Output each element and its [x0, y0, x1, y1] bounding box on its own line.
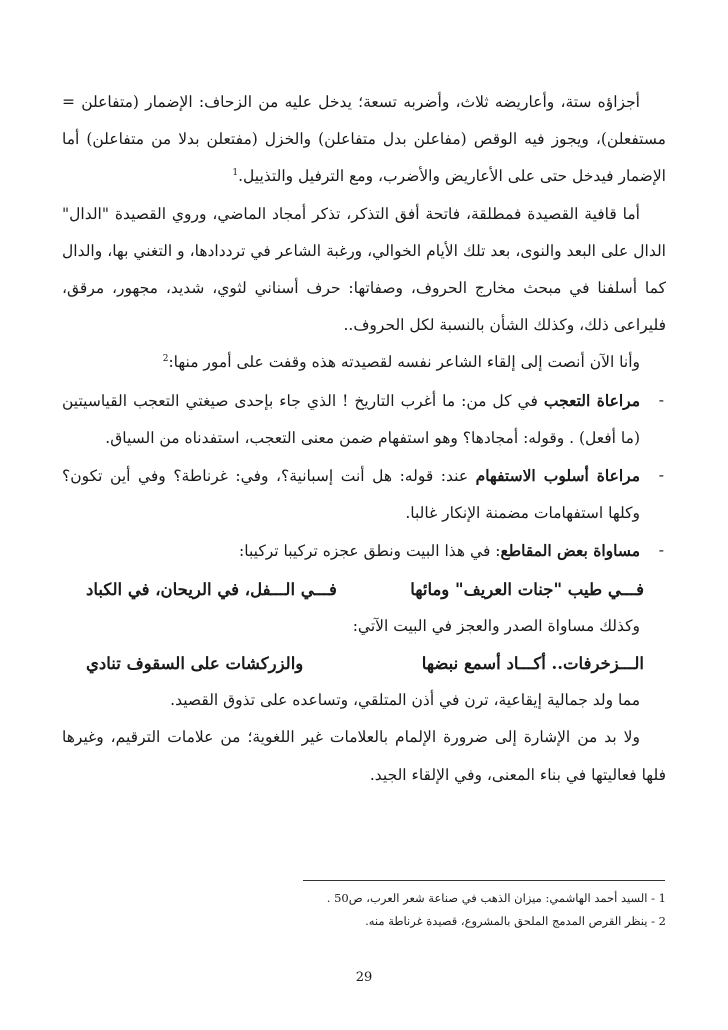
paragraph-meter	[62, 84, 666, 196]
footnote-ref-1[interactable]: 1	[232, 168, 239, 179]
bullet-text: في كل من: ما أغرب التاريخ ! الذي جاء بإحدى صيغتي التعجب القياسيتين (ما أفعل) . وقوله: أمجادها؟ وهو استفهام ضمن معنى التعجب، استفدناه من السياق.	[62, 391, 640, 447]
verse-line-1	[62, 571, 666, 608]
verse-hemistich-right: فـــي طيب "جنات العريف" ومائها	[410, 579, 644, 599]
closing-paragraph: ولا بد من الإشارة إلى ضرورة الإلمام بالعلامات غير اللغوية؛ من علامات الترقيم، وغيرها فلها فعاليتها في بناء المعنى، وفي الإلقاء الجيد.	[62, 728, 666, 784]
verse-hemistich-right: الـــزخرفات.. أكـــاد أسمع نبضها	[421, 654, 644, 674]
bullet-term: مراعاة التعجب	[543, 390, 640, 410]
line-after-verse-2: مما ولد جمالية إيقاعية، ترن في أذن المتلقي، وتساعده على تذوق القصيد.	[170, 691, 640, 710]
line-after-verse-1: وكذلك مساواة الصدر والعجز في البيت الآتي:	[352, 616, 640, 635]
bullet-text: عند: قوله: هل أنت إسبانية؟، وفي: غرناطة؟ وفي أين تكون؟ وكلها استفهامات مضمنة الإنكار غالبا.	[62, 467, 640, 523]
bullet-exclamation	[62, 382, 666, 457]
bullet-syllable-equality	[62, 532, 666, 570]
bullet-dash: -	[658, 541, 664, 560]
footnote-ref-2[interactable]: 2	[162, 354, 169, 365]
verse-hemistich-left: والزركشات على السقوف تنادي	[86, 654, 304, 674]
paragraph-recital	[62, 344, 666, 381]
body-text	[62, 84, 666, 794]
bullet-dash: -	[658, 466, 664, 485]
bullet-term: مراعاة أسلوب الاستفهام	[475, 466, 641, 486]
bullet-term: مساواة بعض المقاطع	[500, 541, 640, 561]
footnote-2: 2 - ينظر القرص المدمج الملحق بالمشروع، قصيدة غرناطة منه.	[365, 914, 666, 928]
paragraph-meter-text: أجزاؤه ستة، وأعاريضه ثلاث، وأضربه تسعة؛ يدخل عليه من الزحاف: الإضمار (متفاعلن = مستفعلن)، ويجوز فيه الوقص (مفاعلن بدل متفاعلن) والخزل (مفتعلن بدلا من متفاعلن) أما الإضمار فيدخل حتى على الأعاريض والأضرب، ومع الترفيل والتذييل.	[62, 93, 666, 186]
bullet-dash: -	[658, 390, 664, 409]
footnote-1: 1 - السيد أحمد الهاشمي: ميزان الذهب في صناعة شعر العرب، ص50 .	[326, 891, 666, 905]
paragraph-recital-text: وأنا الآن أنصت إلى إلقاء الشاعر نفسه لقصيدته هذه وقفت على أمور منها:	[168, 353, 640, 372]
verse-hemistich-left: فـــي الـــفل، في الريحان، في الكباد	[86, 579, 337, 599]
verse-line-2	[62, 645, 666, 682]
bullet-interrogative	[62, 457, 666, 532]
footnote-divider	[303, 880, 665, 881]
paragraph-rhyme: أما قافية القصيدة فمطلقة، فاتحة أفق التذكر، تذكر أمجاد الماضي، وروي القصيدة "الدال" الدال على البعد والنوى، بعد تلك الأيام الخوالي، ورغبة الشاعر في ترددادها، و التغني بها، والدال كما أسلفنا في مبحث مخارج الحروف، وصفاتها: حرف أسناني لثوي، شديد، مجهور، مرقق، فليراعى ذلك، وكذلك الشأن بالنسبة لكل الحروف..	[62, 204, 666, 335]
page-number: 29	[355, 970, 373, 985]
footnotes	[304, 887, 666, 933]
bullet-text: : في هذا البيت ونطق عجزه تركيبا تركيبا:	[239, 542, 501, 561]
